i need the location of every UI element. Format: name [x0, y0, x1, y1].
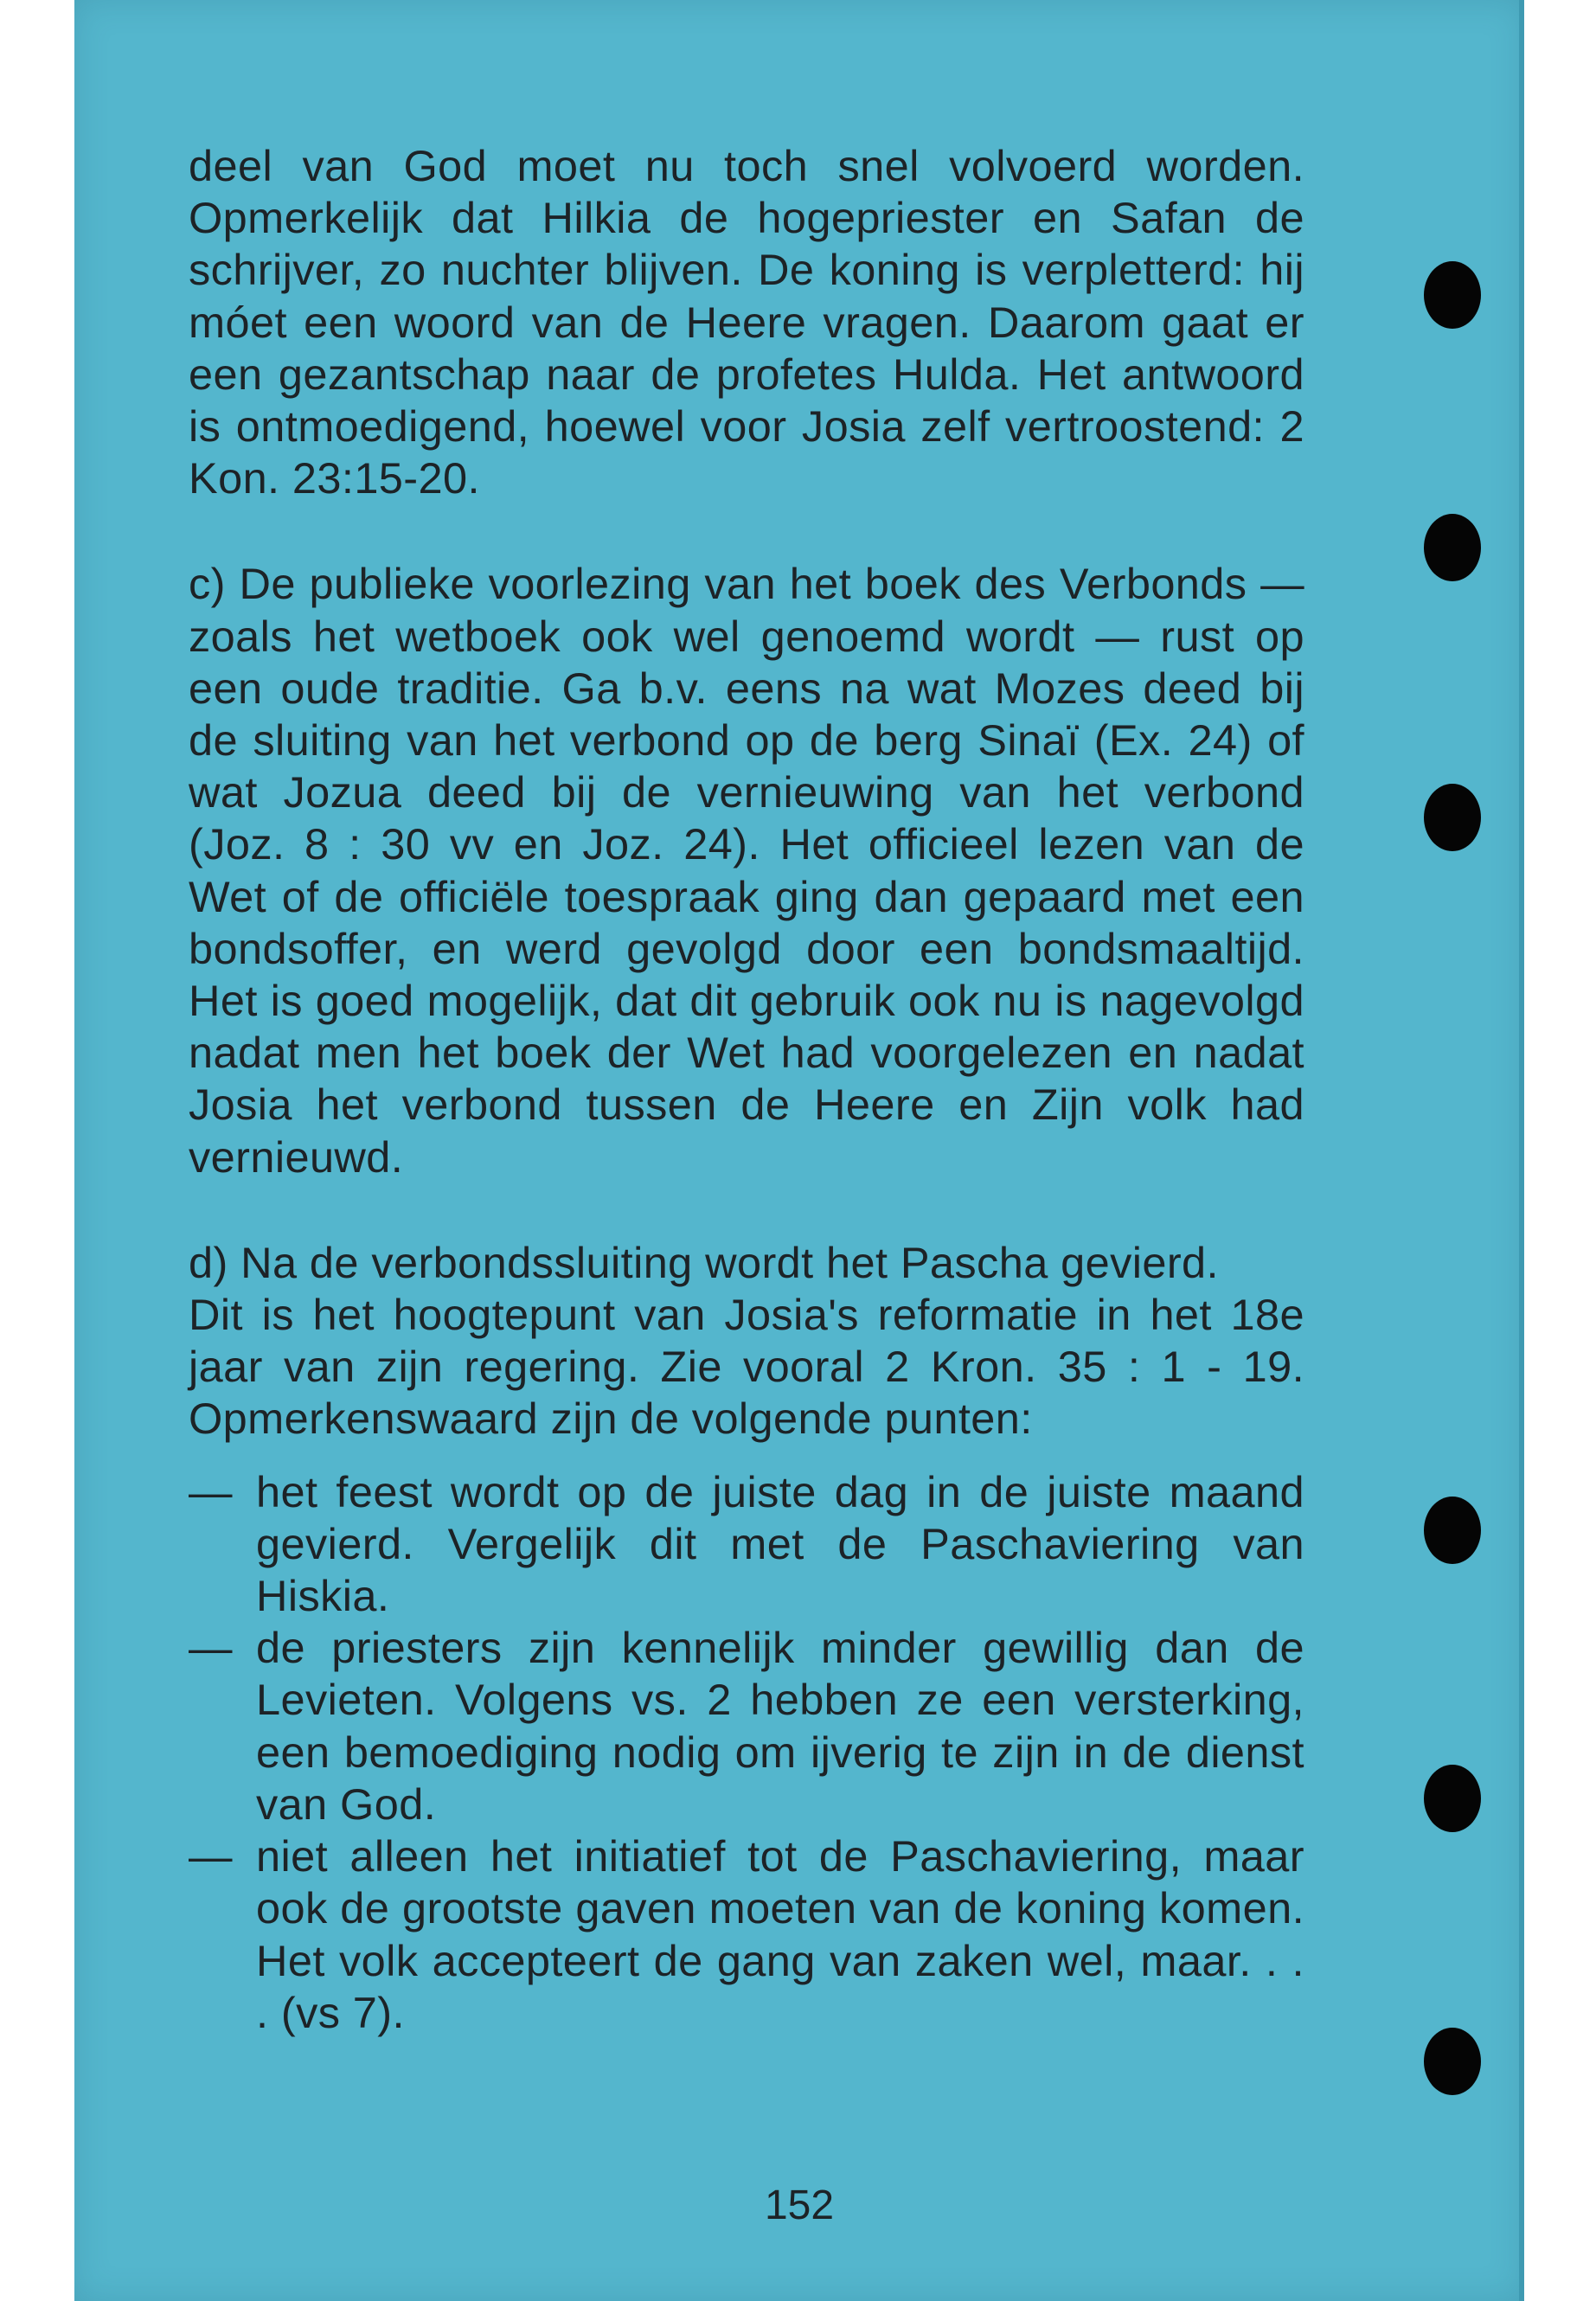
paragraph-intro: deel van God moet nu toch snel volvoerd worden. Opmerkelijk dat Hilkia de hogepriester en Safan de schrijver, zo nuchter blijven. De koning is verpletterd: hij móet een woord van de Heere vragen. Daarom gaat er een gezantschap naar de profetes Hulda. Het antwoord is ontmoedigend, hoewel voor Josia zelf vertroostend: 2 Kon. 23:15-20.	[189, 141, 1304, 503]
list-item-text: het feest wordt op de juiste dag in de juiste maand gevierd. Vergelijk dit met de Paschaviering van Hiskia.	[256, 1466, 1304, 1621]
dash-marker: —	[189, 1623, 233, 1673]
paragraph-d-body: Dit is het hoogtepunt van Josia's reformatie in het 18e jaar van zijn regering. Zie vooral 2 Kron. 35 : 1 - 19. Opmerkenswaard zijn de volgende punten:	[189, 1290, 1304, 1444]
binder-hole	[1424, 1765, 1481, 1832]
binder-hole	[1424, 1497, 1481, 1564]
binder-hole	[1424, 261, 1481, 329]
page-edge	[1519, 0, 1524, 2301]
binder-hole	[1424, 514, 1481, 581]
list-item	[189, 1466, 1304, 1623]
list-item	[189, 1622, 1304, 1830]
page-number: 152	[764, 2182, 835, 2228]
dash-marker: —	[189, 1466, 233, 1516]
binder-hole	[1424, 2028, 1481, 2095]
binder-hole	[1424, 784, 1481, 851]
list-item-text: de priesters zijn kennelijk minder gewillig dan de Levieten. Volgens vs. 2 hebben ze een versterking, een bemoediging nodig om ijverig te zijn in de dienst van God.	[256, 1623, 1304, 1829]
paragraph-d-heading: d) Na de verbondssluiting wordt het Pascha gevierd.	[189, 1237, 1219, 1287]
book-page	[74, 0, 1524, 2301]
list-item-text: niet alleen het initiatief tot de Paschaviering, maar ook de grootste gaven moeten van de koning komen. Het volk accepteert de gang van zaken wel, maar. . . . (vs 7).	[256, 1831, 1304, 2037]
dash-marker: —	[189, 1831, 233, 1881]
page-text	[189, 140, 1304, 2039]
list-item	[189, 1830, 1304, 2039]
paragraph-c: c) De publieke voorlezing van het boek des Verbonds — zoals het wetboek ook wel genoemd wordt — rust op een oude traditie. Ga b.v. eens na wat Mozes deed bij de sluiting van het verbond op de berg Sinaï (Ex. 24) of wat Jozua deed bij de vernieuwing van het verbond (Joz. 8 : 30 vv en Joz. 24). Het officieel lezen van de Wet of de officiële toespraak ging dan gepaard met een bondsoffer, en werd gevolgd door een bondsmaaltijd. Het is goed mogelijk, dat dit gebruik ook nu is nagevolgd nadat men het boek der Wet had voorgelezen en nadat Josia het verbond tussen de Heere en Zijn volk had vernieuwd.	[189, 559, 1304, 1182]
